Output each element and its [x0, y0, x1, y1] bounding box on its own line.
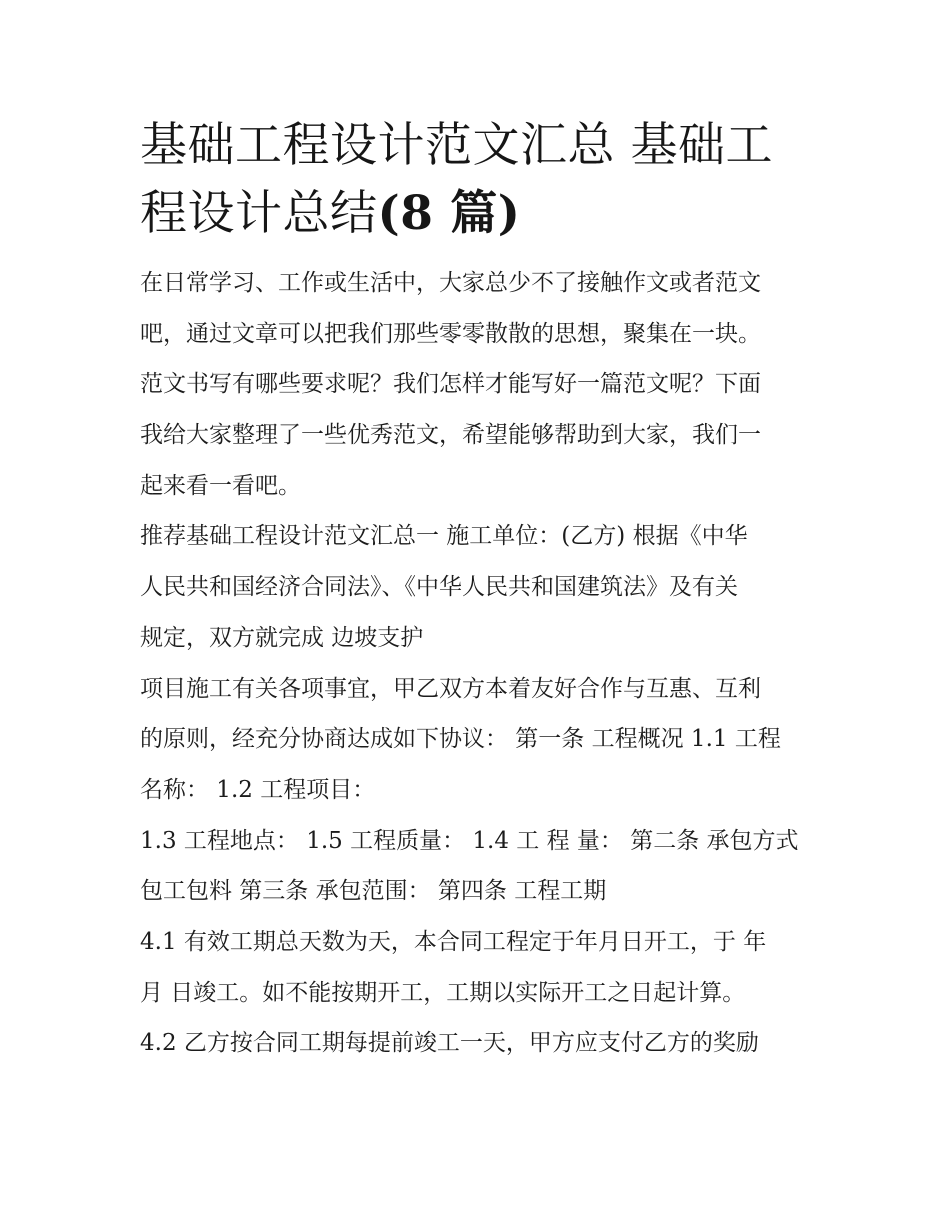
text-line: 月 日竣工。如不能按期开工，工期以实际开工之日起计算。 — [140, 979, 746, 1006]
paragraph-project-details — [140, 816, 820, 917]
text-line: 在日常学习、工作或生活中，大家总少不了接触作文或者范文 — [140, 270, 761, 296]
text-line: 我给大家整理了一些优秀范文，希望能够帮助到大家，我们一 — [140, 422, 761, 449]
paragraph-bonus — [140, 1018, 820, 1069]
text-line: 范文书写有哪些要求呢？我们怎样才能写好一篇范文呢？下面 — [140, 371, 761, 398]
text-line: 吧，通过文章可以把我们那些零零散散的思想，聚集在一块。 — [140, 320, 761, 347]
text-line: 4.2 乙方按合同工期每提前竣工一天，甲方应支付乙方的奖励 — [140, 1030, 759, 1057]
text-line: 人民共和国经济合同法》、《中华人民共和国建筑法》及有关 — [140, 574, 738, 601]
text-line: 推荐基础工程设计范文汇总一 施工单位：(乙方) 根据《中华 — [140, 523, 748, 550]
title-line-2: 程设计总结 — [140, 186, 378, 241]
document-content — [140, 112, 820, 1069]
text-line: 项目施工有关各项事宜，甲乙双方本着友好合作与互惠、互利 — [140, 675, 761, 702]
text-line: 包工包料 第三条 承包范围： 第四条 工程工期 — [140, 878, 607, 905]
title-line-1: 基础工程设计范文汇总 基础工 — [140, 118, 773, 173]
text-line: 起来看一看吧。 — [140, 472, 301, 499]
paragraph-schedule — [140, 917, 820, 1018]
document-title — [140, 112, 820, 248]
paragraph-recommendation — [140, 511, 820, 663]
title-count: (8 篇) — [377, 186, 521, 241]
paragraph-agreement — [140, 664, 820, 816]
text-line: 4.1 有效工期总天数为天，本合同工程定于年月日开工，于 年 — [140, 928, 767, 955]
document-body — [140, 258, 820, 1069]
paragraph-intro — [140, 258, 820, 511]
text-line: 名称： 1.2 工程项目： — [140, 776, 376, 803]
text-line: 规定，双方就完成 边坡支护 — [140, 624, 424, 651]
text-line: 的原则，经充分协商达成如下协议： 第一条 工程概况 1.1 工程 — [140, 726, 781, 753]
text-line: 1.3 工程地点： 1.5 工程质量： 1.4 工 程 量： 第二条 承包方式 — [140, 827, 799, 854]
